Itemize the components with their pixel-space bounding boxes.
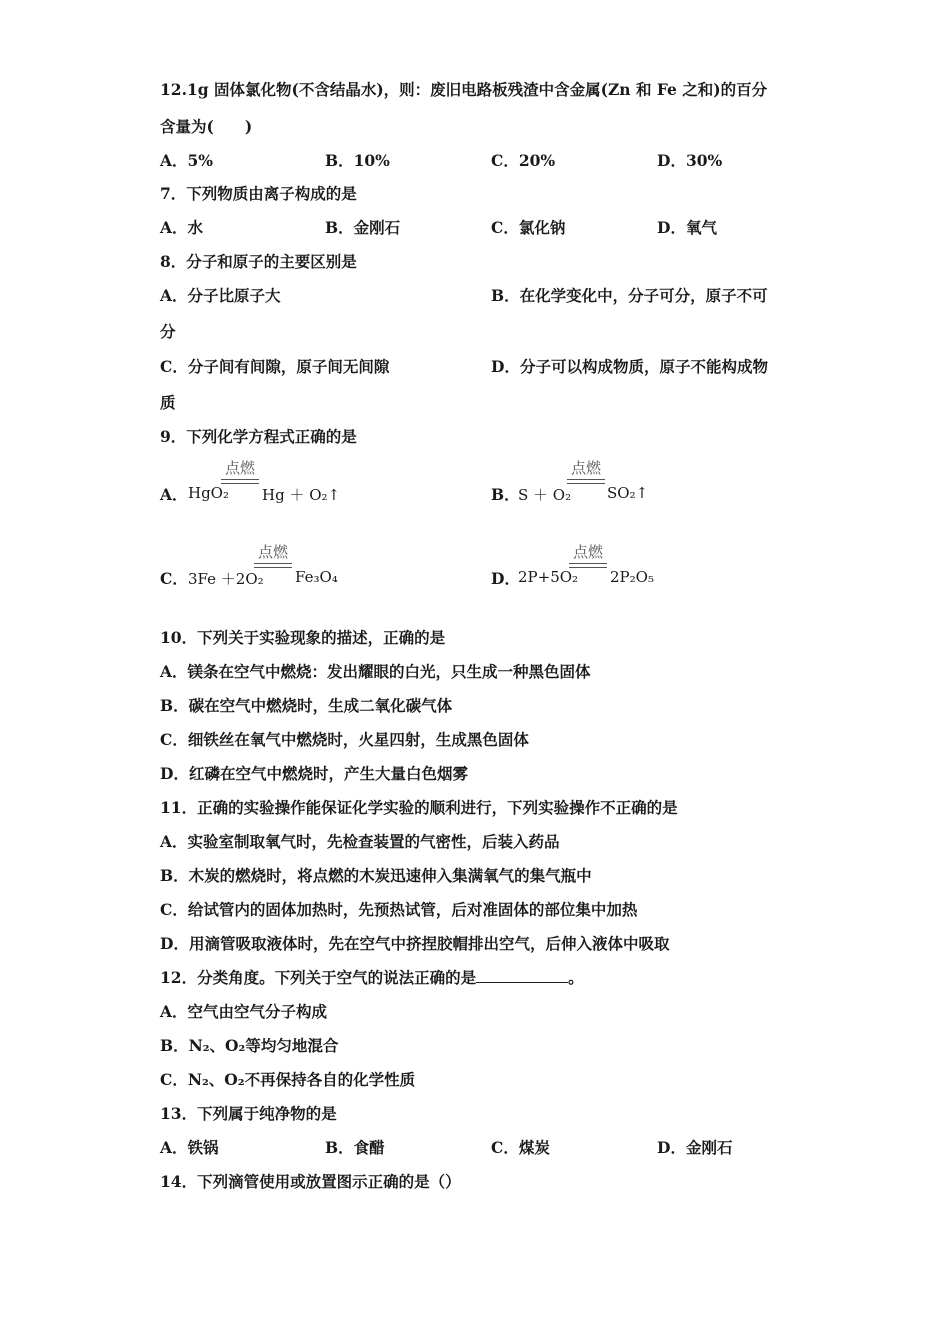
q10-option-c: C．细铁丝在氧气中燃烧时，火星四射，生成黑色固体 — [160, 730, 529, 749]
q9-option-a-products: Hg ＋ O₂↑ — [262, 486, 341, 504]
q10-option-d: D．红磷在空气中燃烧时，产生大量白色烟雾 — [160, 764, 468, 783]
q13-stem: 13．下列属于纯净物的是 — [160, 1104, 337, 1123]
q7-option-a: A．水 — [160, 218, 204, 237]
equals-sign — [569, 563, 607, 568]
q7-option-d: D．氧气 — [657, 218, 717, 237]
equals-sign — [254, 563, 292, 568]
q12-option-a: A．空气由空气分子构成 — [160, 1002, 328, 1021]
q9-option-d-condition — [569, 541, 607, 568]
q13-option-b: B．食醋 — [325, 1138, 385, 1157]
q13-option-c: C．煤炭 — [491, 1138, 550, 1157]
q6-option-c: C．20% — [491, 151, 556, 170]
q12-stem-end: 。 — [568, 968, 584, 987]
q8-option-d-cont: 质 — [160, 393, 176, 412]
q8-stem: 8．分子和原子的主要区别是 — [160, 252, 357, 271]
q11-option-c: C．给试管内的固体加热时，先预热试管，后对准固体的部位集中加热 — [160, 900, 638, 919]
q12-option-b: B．N₂、O₂等均匀地混合 — [160, 1036, 339, 1055]
q9-stem: 9．下列化学方程式正确的是 — [160, 427, 357, 446]
q9-option-d-reactants: 2P+5O₂ — [518, 568, 579, 586]
q14-stem: 14．下列滴管使用或放置图示正确的是（） — [160, 1172, 461, 1191]
q10-option-a: A．镁条在空气中燃烧：发出耀眼的白光，只生成一种黑色固体 — [160, 662, 591, 681]
q11-option-b: B．木炭的燃烧时，将点燃的木炭迅速伸入集满氧气的集气瓶中 — [160, 866, 592, 885]
q12-stem-line — [160, 966, 584, 988]
q9-option-b-label: B． — [491, 485, 520, 504]
condition-text: 点燃 — [257, 543, 288, 561]
q7-stem: 7．下列物质由离子构成的是 — [160, 184, 357, 203]
q11-option-a: A．实验室制取氧气时，先检查装置的气密性，后装入药品 — [160, 832, 560, 851]
q9-option-a-label: A． — [160, 485, 188, 504]
equals-sign — [221, 479, 259, 484]
q8-option-b-cont: 分 — [160, 322, 176, 341]
q9-option-d-label: D． — [491, 569, 520, 588]
q9-option-c-condition — [254, 541, 292, 568]
q8-option-c: C．分子间有间隙，原子间无间隙 — [160, 357, 390, 376]
q13-option-d: D．金刚石 — [657, 1138, 733, 1157]
q11-stem: 11．正确的实验操作能保证化学实验的顺利进行，下列实验操作不正确的是 — [160, 798, 678, 817]
q9-option-b-reactants: S ＋ O₂ — [518, 486, 572, 504]
q13-option-a: A．铁锅 — [160, 1138, 219, 1157]
q9-option-c-label: C． — [160, 569, 188, 588]
q8-option-a: A．分子比原子大 — [160, 286, 281, 305]
intro-line-2: 含量为( ) — [160, 117, 253, 136]
q6-option-a: A．5% — [160, 151, 214, 170]
q7-option-c: C．氯化钠 — [491, 218, 566, 237]
q6-option-d: D．30% — [657, 151, 723, 170]
condition-text: 点燃 — [570, 459, 601, 477]
q10-option-b: B．碳在空气中燃烧时，生成二氧化碳气体 — [160, 696, 453, 715]
q7-option-b: B．金刚石 — [325, 218, 401, 237]
q12-stem: 12．分类角度。下列关于空气的说法正确的是 — [160, 968, 477, 987]
q12-option-c: C．N₂、O₂不再保持各自的化学性质 — [160, 1070, 416, 1089]
intro-line-1: 12.1g 固体氯化物(不含结晶水)，则：废旧电路板残渣中含金属(Zn 和 Fe 之和)的百分 — [160, 80, 768, 99]
condition-text: 点燃 — [224, 459, 255, 477]
q9-option-a-condition — [221, 457, 259, 484]
q11-option-d: D．用滴管吸取液体时，先在空气中挤捏胶帽排出空气，后伸入液体中吸取 — [160, 934, 670, 953]
q10-stem: 10．下列关于实验现象的描述，正确的是 — [160, 628, 446, 647]
q6-option-b: B．10% — [325, 151, 390, 170]
condition-text: 点燃 — [572, 543, 603, 561]
q9-option-d-products: 2P₂O₅ — [610, 568, 654, 586]
answer-blank[interactable] — [476, 968, 568, 983]
q8-option-b: B．在化学变化中，分子可分，原子不可 — [491, 286, 768, 305]
q9-option-c-products: Fe₃O₄ — [295, 568, 338, 586]
q8-option-d: D．分子可以构成物质，原子不能构成物 — [491, 357, 768, 376]
q9-option-c-reactants: 3Fe ＋2O₂ — [188, 570, 264, 588]
equals-sign — [567, 479, 605, 484]
q9-option-a-reactants: HgO₂ — [188, 484, 229, 502]
q9-option-b-products: SO₂↑ — [607, 484, 649, 502]
q9-option-b-condition — [567, 457, 605, 484]
